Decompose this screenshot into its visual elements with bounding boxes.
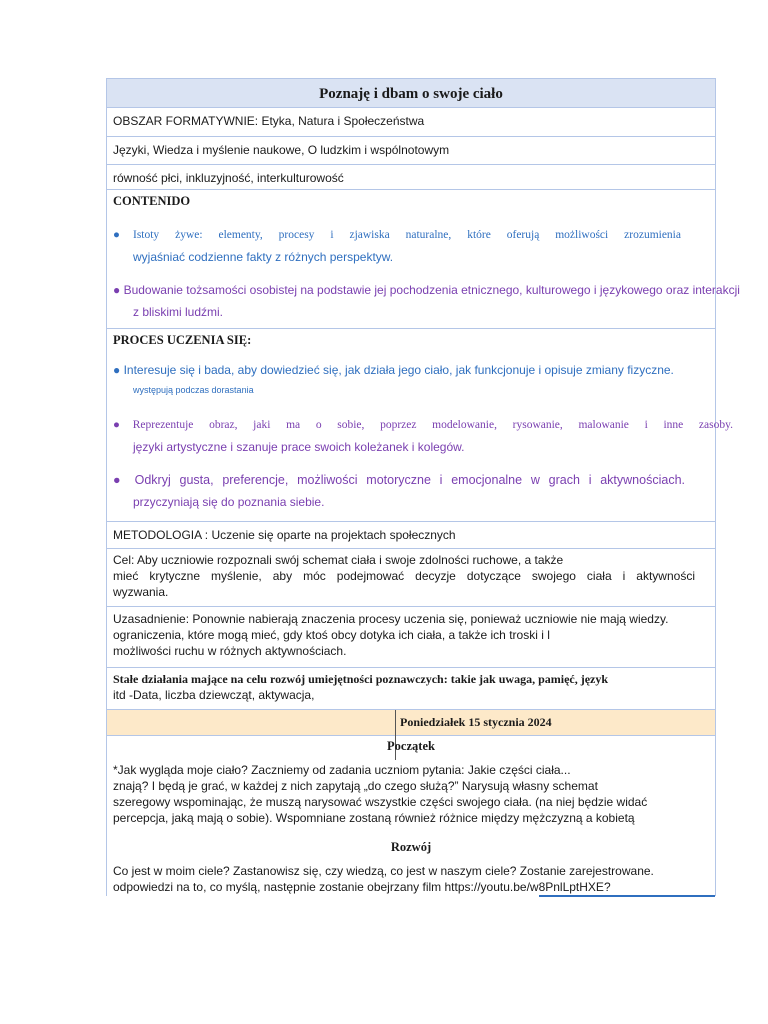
poczatek-line-2: znają? I będą je grać, w każdej z nich zapytają „do czego służą?” Narysują własny schemat: [113, 779, 598, 793]
obszar-text: OBSZAR FORMATYWNIE: Etyka, Natura i Społeczeństwa: [113, 114, 425, 128]
proces-bullet-3-cont: przyczyniają się do poznania siebie.: [133, 495, 325, 509]
proces-bullet-2: ●Reprezentuje obraz, jaki ma o sobie, poprzez modelowanie, rysowanie, malowanie i inne zasoby.: [113, 419, 733, 431]
poczatek-line-4: percepcja, jaką mają o sobie). Wspomniane zostaną również różnice między mężczyzną a kobietą: [113, 811, 635, 825]
rozwoj-line-1: Co jest w moim ciele? Zastanowisz się, czy wiedzą, co jest w naszym ciele? Zostanie zarejestrowane.: [113, 864, 654, 878]
metodologia-row: [106, 522, 716, 549]
contenido-bullet-1-cont: wyjaśniać codzienne fakty z różnych perspektyw.: [133, 250, 394, 264]
document: [106, 78, 740, 896]
poczatek-line-1: *Jak wygląda moje ciało? Zaczniemy od zadania uczniom pytania: Jakie części ciała...: [113, 763, 571, 777]
rozwoj-line-2: odpowiedzi na to, co myślą, następnie zostanie obejrzany film https://youtu.be/w8PnlLptHXE?: [113, 880, 611, 894]
contenido-section: [106, 190, 740, 329]
rownosc-row: [106, 165, 716, 190]
lesson-section: [106, 736, 716, 896]
proces-bullet-3: ● Odkryj gusta, preferencje, możliwości motoryczne i emocjonalne w grach i aktywnościach.: [113, 473, 685, 487]
cel-line-1: Cel: Aby uczniowie rozpoznali swój schemat ciała i swoje zdolności ruchowe, a także: [113, 553, 564, 567]
link-underline: [539, 895, 715, 897]
stale-line-2: itd -Data, liczba dziewcząt, aktywacja,: [113, 688, 315, 702]
contenido-bullet-2-cont: z bliskimi ludźmi.: [133, 305, 224, 319]
uzasadnienie-line-3: możliwości ruchu w różnych aktywnościach.: [113, 644, 347, 658]
document-title: Poznaję i dbam o swoje ciało: [106, 78, 716, 108]
contenido-bullet-1: ●Istoty żywe: elementy, procesy i zjawiska naturalne, które oferują możliwości zrozumienia: [113, 229, 681, 241]
cel-line-2: mieć krytyczne myślenie, aby móc podejmować decyzje dotyczące swojego ciała i aktywności: [113, 569, 695, 583]
uzasadnienie-row: [106, 607, 716, 668]
metodologia-text: METODOLOGIA : Uczenie się oparte na projektach społecznych: [113, 528, 456, 542]
proces-bullet-1: ● Interesuje się i bada, aby dowiedzieć się, jak działa jego ciało, jak funkcjonuje i opisuje zmiany fizyczne.: [113, 363, 674, 377]
date-row: [106, 710, 716, 736]
proces-bullet-1-cont: występują podczas dorastania: [133, 385, 254, 395]
obszar-row: [106, 108, 716, 137]
contenido-heading: CONTENIDO: [113, 194, 191, 208]
poczatek-heading: Początek: [387, 739, 435, 753]
poczatek-line-3: szeregowy wspominając, że muszą narysować wszystkie części swojego ciała. (na niej będzie widać: [113, 795, 648, 809]
proces-heading: PROCES UCZENIA SIĘ:: [113, 333, 252, 347]
stale-line-1: Stałe działania mające na celu rozwój umiejętności poznawczych: takie jak uwaga, pamięć, język: [113, 672, 609, 686]
uzasadnienie-line-2: ograniczenia, które mogą mieć, gdy ktoś obcy dotyka ich ciała, a także ich troski i l: [113, 628, 550, 642]
jezyki-row: [106, 137, 716, 165]
rozwoj-heading: Rozwój: [390, 840, 432, 854]
proces-bullet-2-cont: języki artystyczne i szanuje prace swoich koleżanek i kolegów.: [133, 440, 465, 454]
cel-row: [106, 549, 716, 607]
cel-line-3: wyzwania.: [113, 585, 169, 599]
contenido-bullet-2: ● Budowanie tożsamości osobistej na podstawie jej pochodzenia etnicznego, kulturowego i językowego oraz interakcji: [113, 283, 740, 297]
jezyki-text: Języki, Wiedza i myślenie naukowe, O ludzkim i wspólnotowym: [113, 143, 450, 157]
proces-section: [106, 329, 733, 522]
stale-row: [106, 668, 716, 710]
rownosc-text: równość płci, inkluzyjność, interkulturowość: [113, 171, 344, 185]
date-label: Poniedziałek 15 stycznia 2024: [400, 715, 552, 729]
uzasadnienie-line-1: Uzasadnienie: Ponownie nabierają znaczenia procesy uczenia się, ponieważ uczniowie nie mają wiedzy.: [113, 612, 669, 626]
